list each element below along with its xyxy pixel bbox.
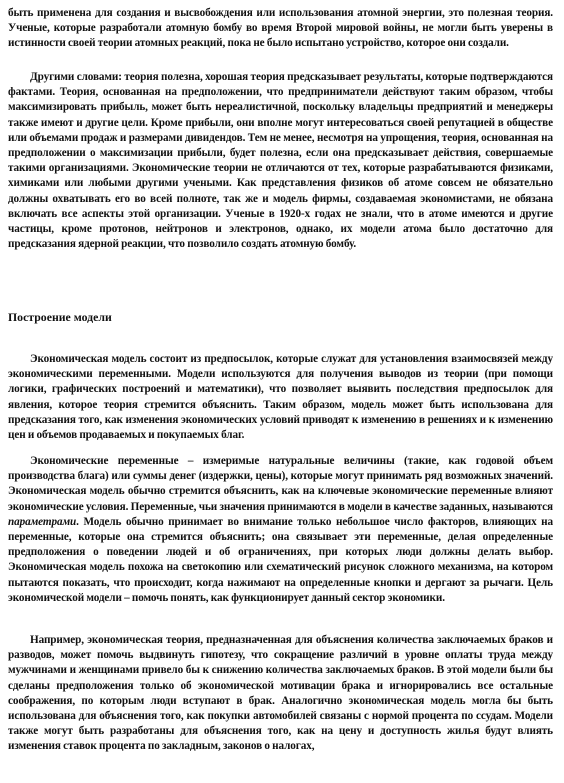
- paragraph-text: Экономические переменные – измеримые натуральные величины (такие, как годовой объем производства блага) или суммы денег (издержки, цены), которые могут принимать ряд возможных значений. Экономическая модель обычно стремится объяснить, как на ключевые экономические переменные влияют экономические условия. Переменные, чьи значения принимаются в модели в качестве заданных, называются: [8, 455, 553, 513]
- section-heading: Построение модели: [8, 310, 112, 324]
- body-paragraph: быть применена для создания и высвобождения или использования атомной энергии, это полезная теория. Ученые, которые разработали атомную бомбу во время Второй мировой войны, не могли быть уверены в истинности своей теории атомных реакций, пока не было испытано устройство, которое они создали.: [8, 7, 553, 50]
- body-paragraph: Например, экономическая теория, предназначенная для объяснения количества заключаемых браков и разводов, может помочь выдвинуть гипотезу, что сокращение различий в уровне оплаты труда между мужчинами и женщинами привело бы к снижению количества заключаемых браков. В этой модели были бы сделаны предположения только об экономической мотивации брака и игнорировались все остальные соображения, по которым люди вступают в брак. Аналогично экономическая модель могла бы быть использована для объяснения того, как покупки автомобилей связаны с нормой процента по ссудам. Модели также могут быть разработаны для объяснения того, как на цену и доступность жилья будут влиять изменения ставок процента по закладным, законов о налогах,: [8, 634, 553, 753]
- paragraph-text: . Модель обычно принимает во внимание только небольшое число факторов, влияющих на переменные, которые она стремится объяснить; она связывает эти переменные, делая определенные предположения о поведении людей и об ограничениях, при которых люди должны делать выбор. Экономическая модель похожа на светокопию или схематический рисунок сложного механизма, на котором пытаются показать, что происходит, когда нажимают на определенные кнопки и дергают за рычаги. Цель экономической модели – помочь понять, как функционирует данный сектор экономики.: [8, 515, 553, 604]
- body-paragraph: Другими словами: теория полезна, хорошая теория предсказывает результаты, которые подтверждаются фактами. Теория, основанная на предположении, что предприниматели действуют таким образом, чтобы максимизировать прибыль, может быть нереалистичной, поскольку владельцы предприятий и менеджеры также имеют и другие цели. Кроме прибыли, они вполне могут интересоваться своей репутацией в обществе или объемами продаж и размерами дивидендов. Тем не менее, несмотря на упрощения, теория, основанная на предположении о максимизации прибыли, будет полезна, если она предсказывает действия, совершаемые такими организациями. Экономические теории не отличаются от тех, которые разрабатываются физиками, химиками или любыми другими учеными. Как представления физиков об атоме совсем не обязательно должны охватывать его во всей полноте, так же и модель фирмы, создаваемая экономистами, не обязана включать все аспекты этой организации. Ученые в 1920-х годах не знали, что в атоме имеются и другие частицы, кроме протонов, нейтронов и электронов, однако, их модели атома было достаточно для предсказания ядерной реакции, что позволило создать атомную бомбу.: [8, 71, 553, 251]
- body-paragraph: [8, 454, 553, 606]
- defined-term: параметрами: [8, 515, 77, 528]
- body-paragraph: Экономическая модель состоит из предпосылок, которые служат для установления взаимосвязей между экономическими переменными. Модели используются для получения выводов из теории (при помощи логики, графических построений и математики), что позволяет выявить последствия предпосылок для явления, которое теория стремится объяснить. Таким образом, модель может быть использована для предсказания того, как изменения экономических условий приводят к изменению в решениях и к изменению цен и объемов продаваемых и покупаемых благ.: [8, 353, 553, 442]
